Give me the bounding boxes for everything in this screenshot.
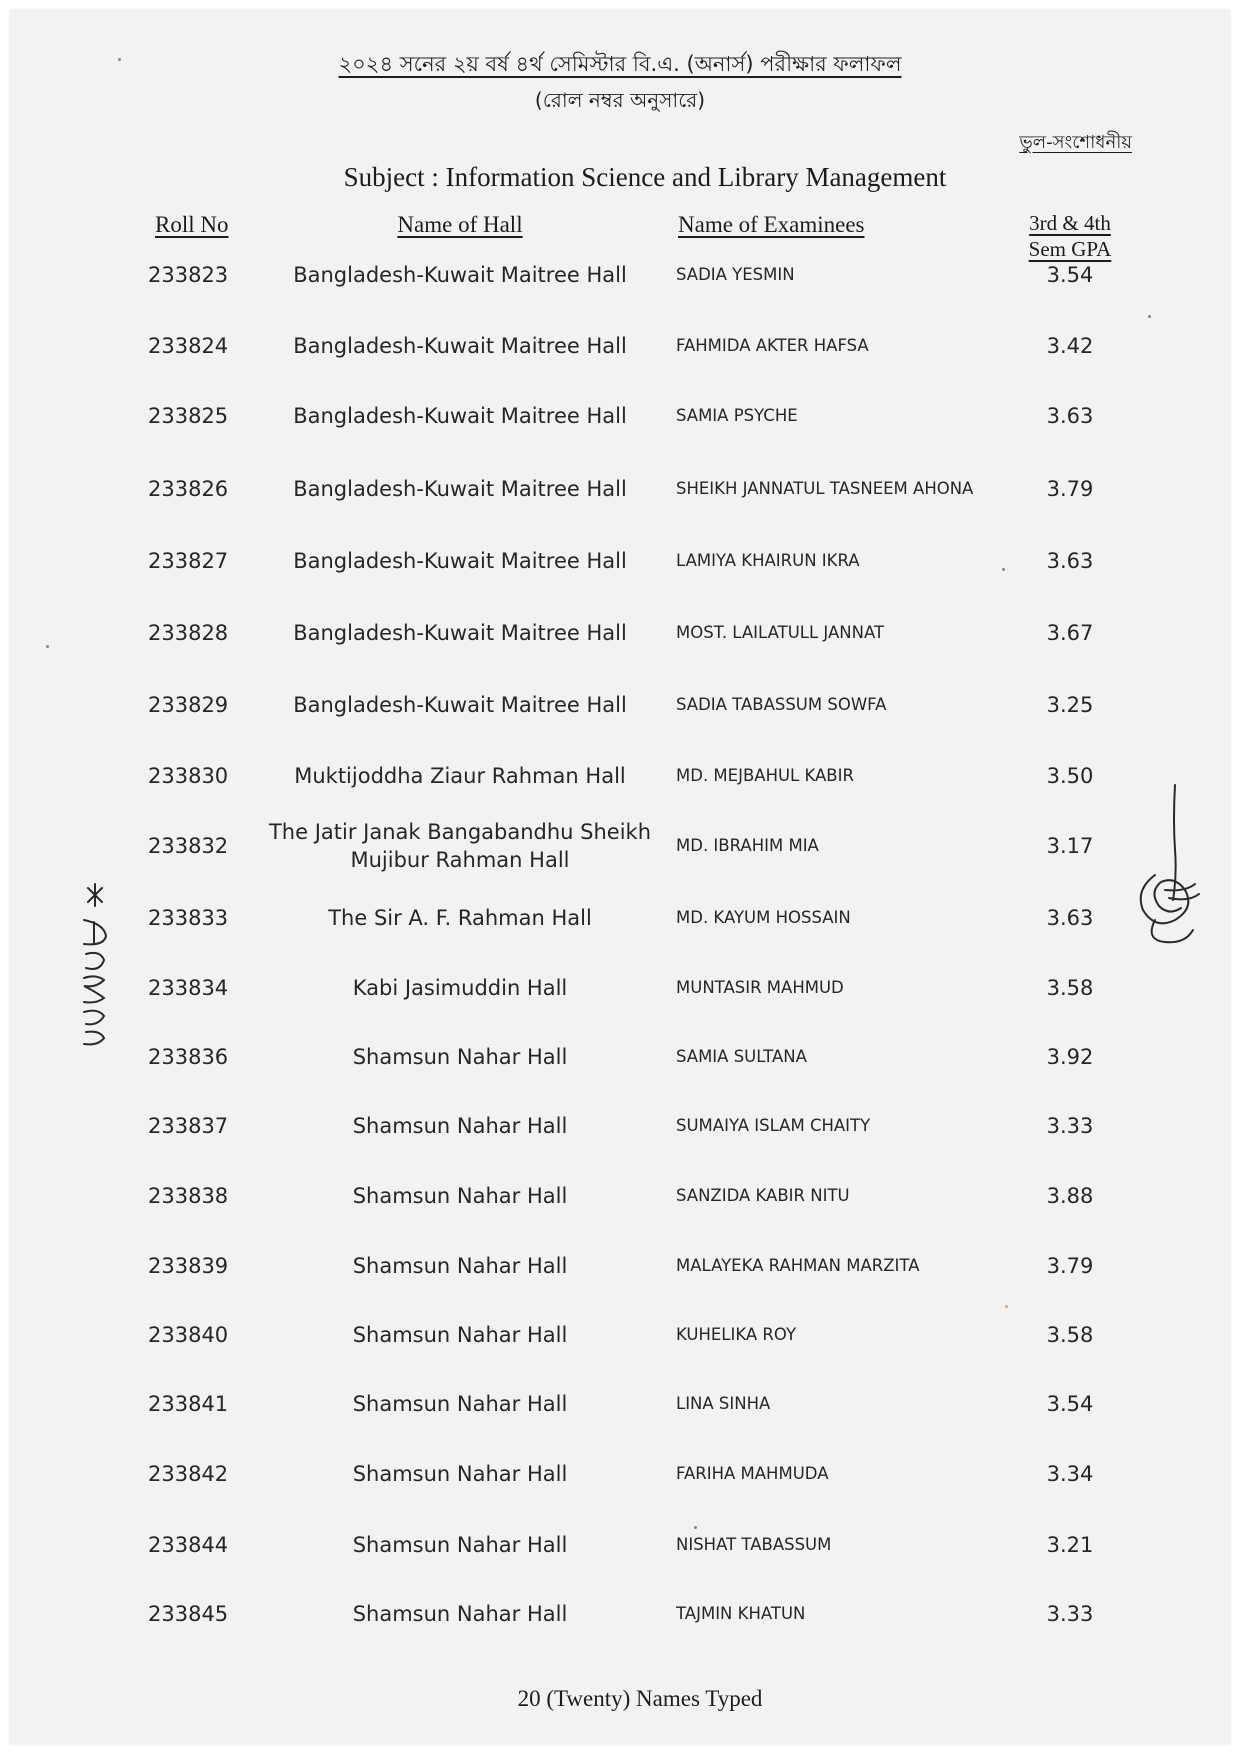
roll-cell: 233840 (148, 1323, 229, 1347)
table-row (0, 393, 1240, 439)
hall-cell: Bangladesh-Kuwait Maitree Hall (293, 693, 627, 717)
table-row (0, 1381, 1240, 1427)
table-row (0, 820, 1240, 872)
examinee-name-cell: SANZIDA KABIR NITU (676, 1186, 850, 1205)
examinee-name-cell: MD. MEJBAHUL KABIR (676, 766, 854, 785)
table-row (0, 323, 1240, 369)
examinee-name-cell: SADIA YESMIN (676, 265, 795, 284)
scan-speck (1002, 568, 1005, 571)
gpa-cell: 3.34 (1046, 1462, 1094, 1486)
roll-cell: 233839 (148, 1254, 229, 1278)
hall-cell: The Jatir Janak Bangabandhu Sheikh Mujibur Rahman Hall (268, 820, 652, 872)
table-row (0, 1034, 1240, 1080)
scan-speck (694, 1526, 697, 1529)
scan-speck (46, 645, 49, 648)
gpa-cell: 3.33 (1046, 1114, 1094, 1138)
roll-cell: 233827 (148, 549, 229, 573)
examinee-name-cell: MUNTASIR MAHMUD (676, 978, 844, 997)
result-title: ২০২৪ সনের ২য় বর্ষ ৪র্থ সেমিস্টার বি.এ. (অনার্স) পরীক্ষার ফলাফল (338, 52, 902, 76)
column-header-gpa-line2: Sem GPA (1028, 237, 1112, 261)
gpa-cell: 3.63 (1046, 404, 1094, 428)
examinee-name-cell: SAMIA PSYCHE (676, 406, 798, 425)
gpa-cell: 3.63 (1046, 906, 1094, 930)
column-header-hall: Name of Hall (397, 212, 523, 237)
roll-cell: 233826 (148, 477, 229, 501)
gpa-cell: 3.42 (1046, 334, 1094, 358)
table-row (0, 466, 1240, 512)
gpa-cell: 3.50 (1046, 764, 1094, 788)
hall-cell: Bangladesh-Kuwait Maitree Hall (293, 263, 627, 287)
examinee-name-cell: MALAYEKA RAHMAN MARZITA (676, 1256, 920, 1275)
roll-cell: 233845 (148, 1602, 229, 1626)
examinee-name-cell: FAHMIDA AKTER HAFSA (676, 336, 869, 355)
hall-cell: Bangladesh-Kuwait Maitree Hall (293, 404, 627, 428)
examinee-name-cell: TAJMIN KHATUN (676, 1604, 806, 1623)
examinee-name-cell: SUMAIYA ISLAM CHAITY (676, 1116, 871, 1135)
roll-cell: 233834 (148, 976, 229, 1000)
scan-speck (1005, 1305, 1008, 1308)
hall-cell: Bangladesh-Kuwait Maitree Hall (293, 621, 627, 645)
table-row (0, 538, 1240, 584)
hall-cell: Shamsun Nahar Hall (352, 1462, 568, 1486)
examinee-name-cell: MD. IBRAHIM MIA (676, 836, 819, 855)
table-row (0, 610, 1240, 656)
subject-title: Subject : Information Science and Library Management (343, 162, 947, 192)
gpa-cell: 3.63 (1046, 549, 1094, 573)
examinee-name-cell: FARIHA MAHMUDA (676, 1464, 829, 1483)
examinee-name-cell: SHEIKH JANNATUL TASNEEM AHONA (676, 479, 974, 498)
table-row (0, 1103, 1240, 1149)
roll-cell: 233838 (148, 1184, 229, 1208)
roll-cell: 233828 (148, 621, 229, 645)
hall-cell: Bangladesh-Kuwait Maitree Hall (293, 477, 627, 501)
hall-cell: Shamsun Nahar Hall (352, 1045, 568, 1069)
left-signature (70, 880, 120, 1050)
names-count-note: 20 (Twenty) Names Typed (517, 1686, 763, 1711)
roll-cell: 233824 (148, 334, 229, 358)
gpa-cell: 3.25 (1046, 693, 1094, 717)
roll-cell: 233830 (148, 764, 229, 788)
table-row (0, 682, 1240, 728)
correction-note: ভুল-সংশোধনীয় (1019, 132, 1132, 153)
right-signature (1125, 780, 1215, 950)
scan-speck (118, 58, 121, 61)
examinee-name-cell: NISHAT TABASSUM (676, 1535, 832, 1554)
hall-cell: Muktijoddha Ziaur Rahman Hall (294, 764, 626, 788)
gpa-cell: 3.54 (1046, 1392, 1094, 1416)
roll-cell: 233825 (148, 404, 229, 428)
hall-cell: Shamsun Nahar Hall (352, 1602, 568, 1626)
hall-cell: Shamsun Nahar Hall (352, 1533, 568, 1557)
examinee-name-cell: SADIA TABASSUM SOWFA (676, 695, 887, 714)
examinee-name-cell: MD. KAYUM HOSSAIN (676, 908, 851, 927)
roll-cell: 233842 (148, 1462, 229, 1486)
gpa-cell: 3.79 (1046, 477, 1094, 501)
roll-cell: 233837 (148, 1114, 229, 1138)
hall-cell: Shamsun Nahar Hall (352, 1184, 568, 1208)
examinee-name-cell: MOST. LAILATULL JANNAT (676, 623, 885, 642)
roll-cell: 233844 (148, 1533, 229, 1557)
hall-cell: Shamsun Nahar Hall (352, 1114, 568, 1138)
examinee-name-cell: LAMIYA KHAIRUN IKRA (676, 551, 860, 570)
result-subtitle: (রোল নম্বর অনুসারে) (534, 88, 706, 112)
hall-cell: Shamsun Nahar Hall (352, 1254, 568, 1278)
roll-cell: 233829 (148, 693, 229, 717)
column-header-gpa-line1: 3rd & 4th (1029, 211, 1111, 235)
gpa-cell: 3.88 (1046, 1184, 1094, 1208)
roll-cell: 233832 (148, 834, 229, 858)
table-row (0, 1173, 1240, 1219)
examinee-name-cell: KUHELIKA ROY (676, 1325, 797, 1344)
hall-cell: Shamsun Nahar Hall (352, 1323, 568, 1347)
hall-cell: Bangladesh-Kuwait Maitree Hall (293, 334, 627, 358)
gpa-cell: 3.17 (1046, 834, 1094, 858)
gpa-cell: 3.58 (1046, 976, 1094, 1000)
gpa-cell: 3.67 (1046, 621, 1094, 645)
column-header-name: Name of Examinees (678, 212, 865, 237)
hall-cell: The Sir A. F. Rahman Hall (328, 906, 592, 930)
gpa-cell: 3.92 (1046, 1045, 1094, 1069)
gpa-cell: 3.33 (1046, 1602, 1094, 1626)
table-row (0, 965, 1240, 1011)
gpa-cell: 3.54 (1046, 263, 1094, 287)
scan-speck (1148, 315, 1151, 318)
hall-cell: Shamsun Nahar Hall (352, 1392, 568, 1416)
column-header-roll: Roll No (155, 212, 229, 237)
table-row (0, 252, 1240, 298)
roll-cell: 233841 (148, 1392, 229, 1416)
roll-cell: 233836 (148, 1045, 229, 1069)
table-row (0, 1312, 1240, 1358)
table-row (0, 895, 1240, 941)
roll-cell: 233823 (148, 263, 229, 287)
hall-cell: Bangladesh-Kuwait Maitree Hall (293, 549, 627, 573)
table-row (0, 1243, 1240, 1289)
gpa-cell: 3.58 (1046, 1323, 1094, 1347)
table-row (0, 1591, 1240, 1637)
table-row (0, 1522, 1240, 1568)
roll-cell: 233833 (148, 906, 229, 930)
table-row (0, 1451, 1240, 1497)
table-row (0, 753, 1240, 799)
gpa-cell: 3.79 (1046, 1254, 1094, 1278)
examinee-name-cell: SAMIA SULTANA (676, 1047, 807, 1066)
examinee-name-cell: LINA SINHA (676, 1394, 771, 1413)
hall-cell: Kabi Jasimuddin Hall (352, 976, 568, 1000)
gpa-cell: 3.21 (1046, 1533, 1094, 1557)
